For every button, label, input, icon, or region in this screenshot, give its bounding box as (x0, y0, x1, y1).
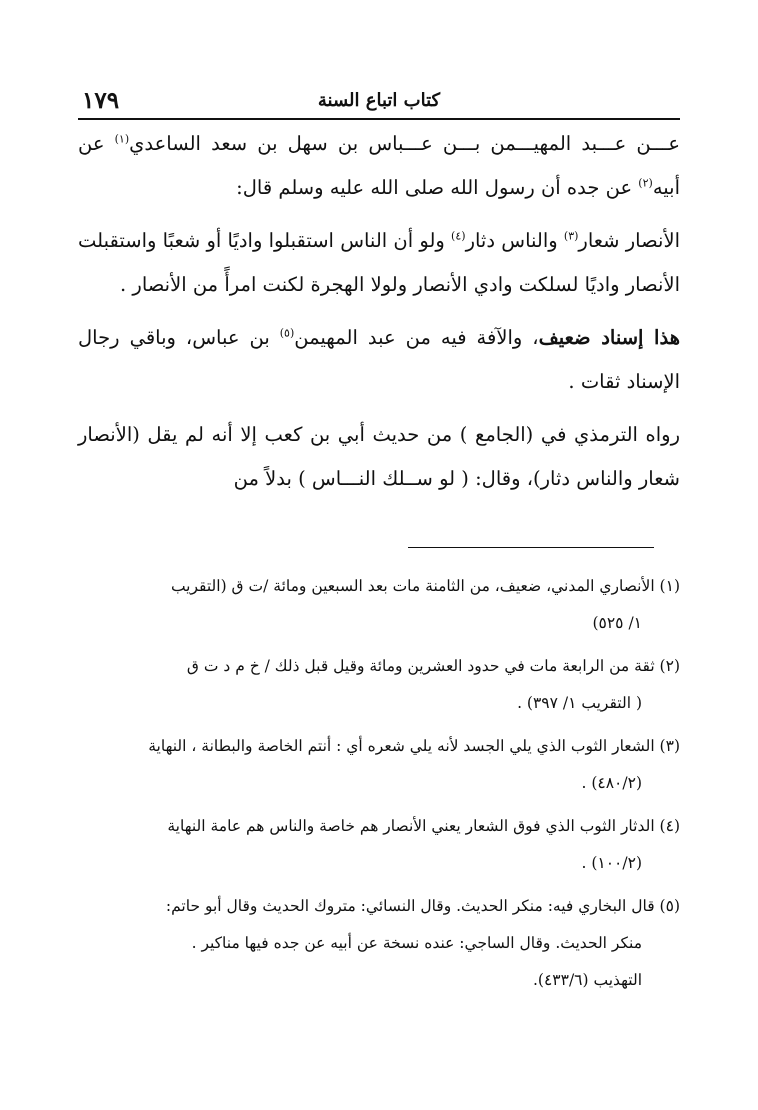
page-header (78, 86, 680, 116)
footnote-4: (٤) الدثار الثوب الذي فوق الشعار يعني الأنصار هم خاصة والناس هم عامة النهاية (١٠٠/٢) . (167, 817, 680, 872)
paragraph-grading: هذا إسناد ضعيف، والآفة فيه من عبد المهيمن$^{(٥)}$ بن عباس، وباقي رجال الإسناد ثقات . (78, 326, 680, 393)
page-number: ١٧٩ (82, 87, 120, 114)
footnote-3: (٣) الشعار الثوب الذي يلي الجسد لأنه يلي شعره أي : أنتم الخاصة والبطانة ، النهاية (٤٨٠/٢) . (148, 737, 680, 792)
running-title: كتاب اتباع السنة (317, 90, 441, 111)
header-rule (78, 118, 680, 120)
footnote-marker-4: (٤) (451, 229, 466, 243)
footnote-marker-1: (١) (114, 132, 130, 146)
main-text (78, 122, 680, 501)
paragraph-hadith: الأنصار شعار$^{(٣)}$ والناس دثار$^{(٤)}$ ولو أن الناس استقبلوا واديًا أو شعبًا واستقبلت الأنصار واديًا لسلكت وادي الأنصار ولولا الهجرة لكنت امرأً من الأنصار . (78, 229, 680, 296)
footnote-marker-2: (٢) (638, 176, 653, 190)
grading-bold: هذا إسناد ضعيف (538, 326, 680, 349)
footnotes (78, 568, 680, 1005)
footnote-separator (408, 547, 654, 548)
footnote-marker-5: (٥) (279, 326, 295, 340)
footnote-marker-3: (٣) (563, 229, 579, 243)
footnote-2: (٢) ثقة من الرابعة مات في حدود العشرين ومائة وقيل قبل ذلك / خ م د ت ق ( التقريب ١/ ٣٩٧) . (186, 657, 680, 712)
paragraph-tirmidhi: رواه الترمذي في (الجامع ) من حديث أبي بن كعب إلا أنه لم يقل (الأنصار شعار والناس دثار)، وقال: ( لو ســلك النـــاس ) بدلاً من (78, 423, 680, 490)
paragraph-isnad: عـــن عـــبد المهيـــمن بـــن عـــباس بن سهل بن سعد الساعدي$^{(١)}$ عن أبيه$^{(٢)}$ عن جده أن رسول الله صلى الله عليه وسلم قال: (78, 132, 680, 199)
footnote-1: (١) الأنصاري المدني، ضعيف، من الثامنة مات بعد السبعين ومائة /ت ق (التقريب ١/ ٥٢٥) (170, 577, 680, 632)
footnote-5: (٥) قال البخاري فيه: منكر الحديث. وقال النسائي: متروك الحديث وقال أبو حاتم: منكر الحديث. وقال الساجي: عنده نسخة عن أبيه عن جده فيها مناكير . التهذيب (٤٣٣/٦). (165, 897, 680, 989)
